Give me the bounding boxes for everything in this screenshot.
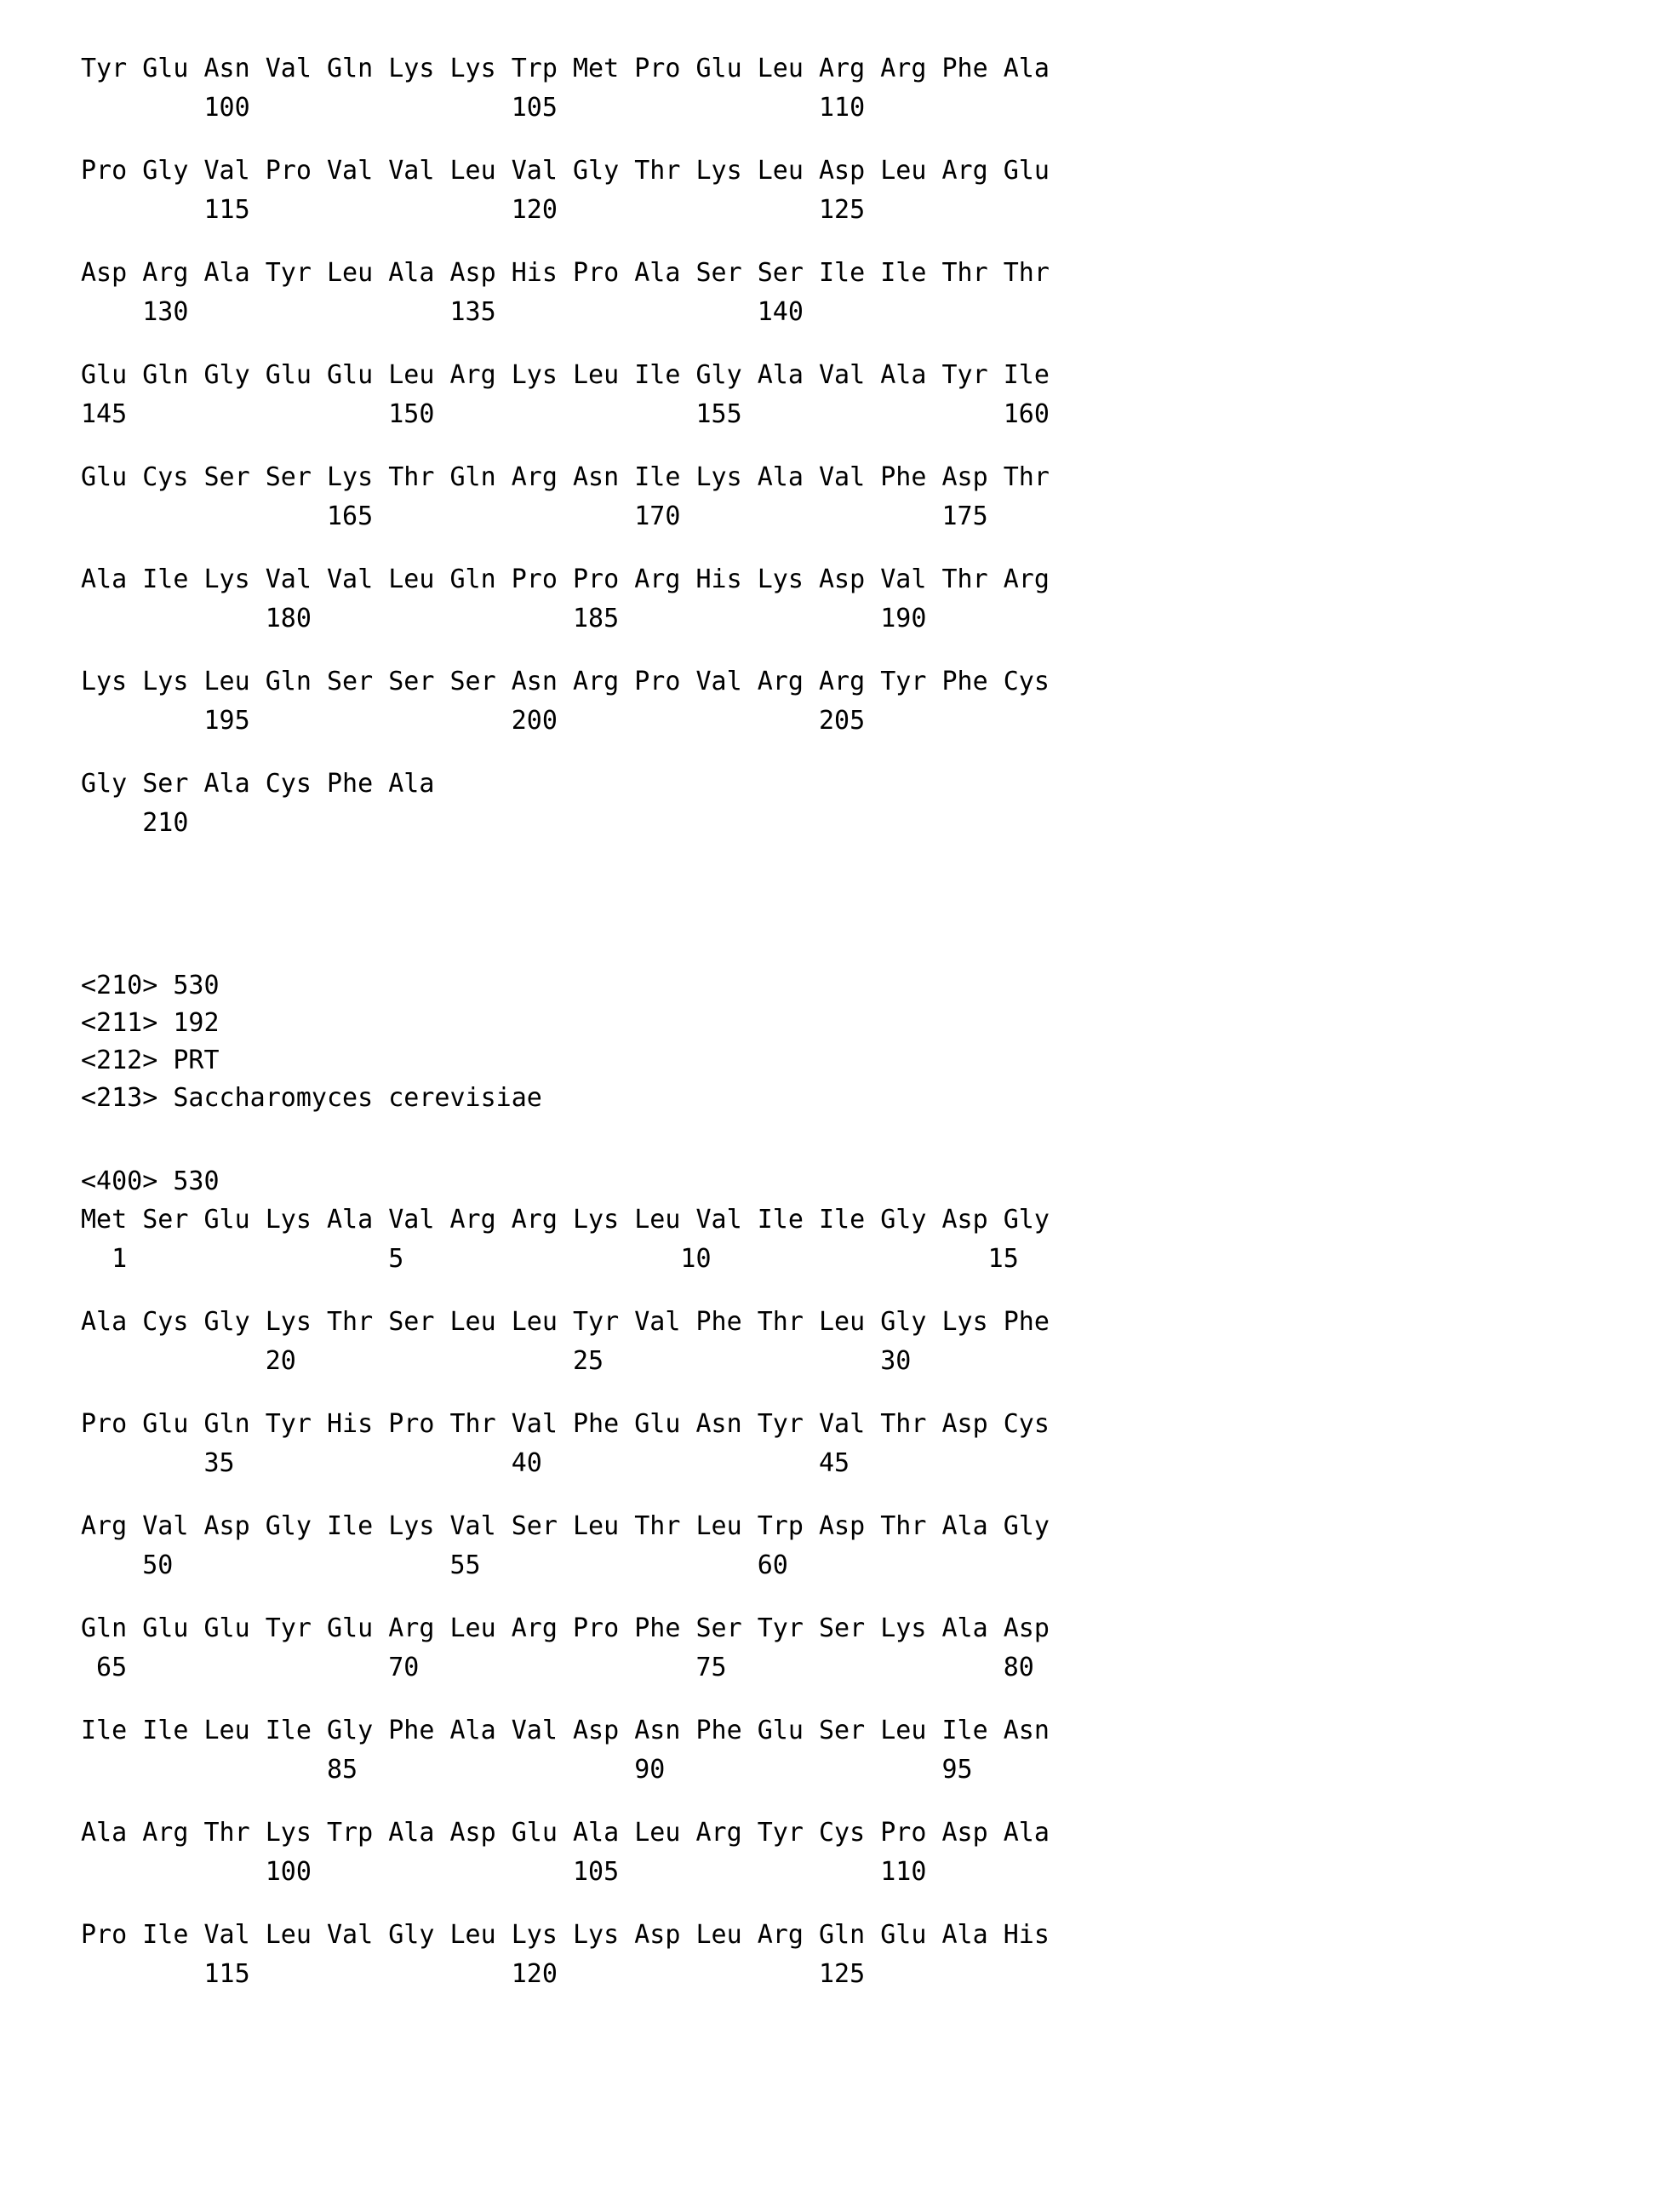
residue-number-line: 210 bbox=[81, 808, 189, 838]
residue-line: Met Ser Glu Lys Ala Val Arg Arg Lys Leu Val Ile Ile Gly Asp Gly bbox=[81, 1205, 1050, 1235]
field-213: <213> Saccharomyces cerevisiae bbox=[81, 1083, 542, 1113]
residue-line: Pro Gly Val Pro Val Val Leu Val Gly Thr Lys Leu Asp Leu Arg Glu bbox=[81, 156, 1050, 186]
residue-line: Pro Ile Val Leu Val Gly Leu Lys Lys Asp Leu Arg Gln Glu Ala His bbox=[81, 1920, 1050, 1950]
residue-line: Glu Gln Gly Glu Glu Leu Arg Lys Leu Ile Gly Ala Val Ala Tyr Ile bbox=[81, 360, 1050, 390]
residue-line: Ile Ile Leu Ile Gly Phe Ala Val Asp Asn Phe Glu Ser Leu Ile Asn bbox=[81, 1716, 1050, 1745]
residue-line: Ala Ile Lys Val Val Leu Gln Pro Pro Arg His Lys Asp Val Thr Arg bbox=[81, 564, 1050, 594]
sequence-block bbox=[81, 458, 1528, 536]
residue-number-line: 145 150 155 160 bbox=[81, 399, 1050, 429]
field-400: <400> 530 bbox=[81, 1166, 220, 1196]
residue-number-line: 65 70 75 80 bbox=[81, 1653, 1034, 1682]
sequence-block bbox=[81, 662, 1528, 741]
sequence-block bbox=[81, 1507, 1528, 1585]
residue-number-line: 85 90 95 bbox=[81, 1755, 973, 1785]
sequence-block bbox=[81, 1916, 1528, 1994]
residue-number-line: 195 200 205 bbox=[81, 706, 866, 736]
residue-line: Arg Val Asp Gly Ile Lys Val Ser Leu Thr Leu Trp Asp Thr Ala Gly bbox=[81, 1511, 1050, 1541]
residue-line: Asp Arg Ala Tyr Leu Ala Asp His Pro Ala Ser Ser Ile Ile Thr Thr bbox=[81, 258, 1050, 288]
residue-number-line: 130 135 140 bbox=[81, 297, 804, 327]
residue-line: Pro Glu Gln Tyr His Pro Thr Val Phe Glu Asn Tyr Val Thr Asp Cys bbox=[81, 1409, 1050, 1439]
section-spacer bbox=[81, 1134, 1528, 1163]
sequence-block bbox=[81, 1405, 1528, 1483]
residue-number-line: 1 5 10 15 bbox=[81, 1244, 1019, 1274]
sequence-block bbox=[81, 560, 1528, 639]
residue-number-line: 180 185 190 bbox=[81, 604, 927, 633]
field-211: <211> 192 bbox=[81, 1008, 220, 1038]
field-212: <212> PRT bbox=[81, 1046, 220, 1075]
residue-line: Glu Cys Ser Ser Lys Thr Gln Arg Asn Ile Lys Ala Val Phe Asp Thr bbox=[81, 462, 1050, 492]
sequence-listing-content bbox=[81, 49, 1528, 2018]
residue-line: Gly Ser Ala Cys Phe Ala bbox=[81, 769, 435, 799]
residue-number-line: 115 120 125 bbox=[81, 1959, 866, 1989]
field-210: <210> 530 bbox=[81, 971, 220, 1000]
sequence-block bbox=[81, 152, 1528, 230]
sequence-block bbox=[81, 1814, 1528, 1892]
residue-line: Gln Glu Glu Tyr Glu Arg Leu Arg Pro Phe Ser Tyr Ser Lys Ala Asp bbox=[81, 1613, 1050, 1643]
residue-number-line: 100 105 110 bbox=[81, 1857, 927, 1887]
sequence-block bbox=[81, 765, 1528, 843]
sequence-block bbox=[81, 1711, 1528, 1790]
section-spacer bbox=[81, 867, 1528, 916]
residue-line: Tyr Glu Asn Val Gln Lys Lys Trp Met Pro Glu Leu Arg Arg Phe Ala bbox=[81, 54, 1050, 83]
residue-line: Lys Lys Leu Gln Ser Ser Ser Asn Arg Pro Val Arg Arg Tyr Phe Cys bbox=[81, 667, 1050, 696]
residue-line: Ala Cys Gly Lys Thr Ser Leu Leu Tyr Val Phe Thr Leu Gly Lys Phe bbox=[81, 1307, 1050, 1337]
residue-number-line: 50 55 60 bbox=[81, 1550, 788, 1580]
sequence-block bbox=[81, 49, 1528, 128]
sequence-block bbox=[81, 1609, 1528, 1688]
sequence-block-first bbox=[81, 1163, 1528, 1279]
residue-number-line: 100 105 110 bbox=[81, 93, 866, 123]
sequence-block bbox=[81, 1303, 1528, 1381]
residue-number-line: 165 170 175 bbox=[81, 501, 988, 531]
sequence-block bbox=[81, 254, 1528, 332]
residue-number-line: 35 40 45 bbox=[81, 1448, 850, 1478]
residue-number-line: 20 25 30 bbox=[81, 1346, 912, 1376]
sequence-header-530 bbox=[81, 967, 1528, 1117]
residue-line: Ala Arg Thr Lys Trp Ala Asp Glu Ala Leu Arg Tyr Cys Pro Asp Ala bbox=[81, 1818, 1050, 1848]
sequence-block bbox=[81, 356, 1528, 434]
residue-number-line: 115 120 125 bbox=[81, 195, 866, 225]
